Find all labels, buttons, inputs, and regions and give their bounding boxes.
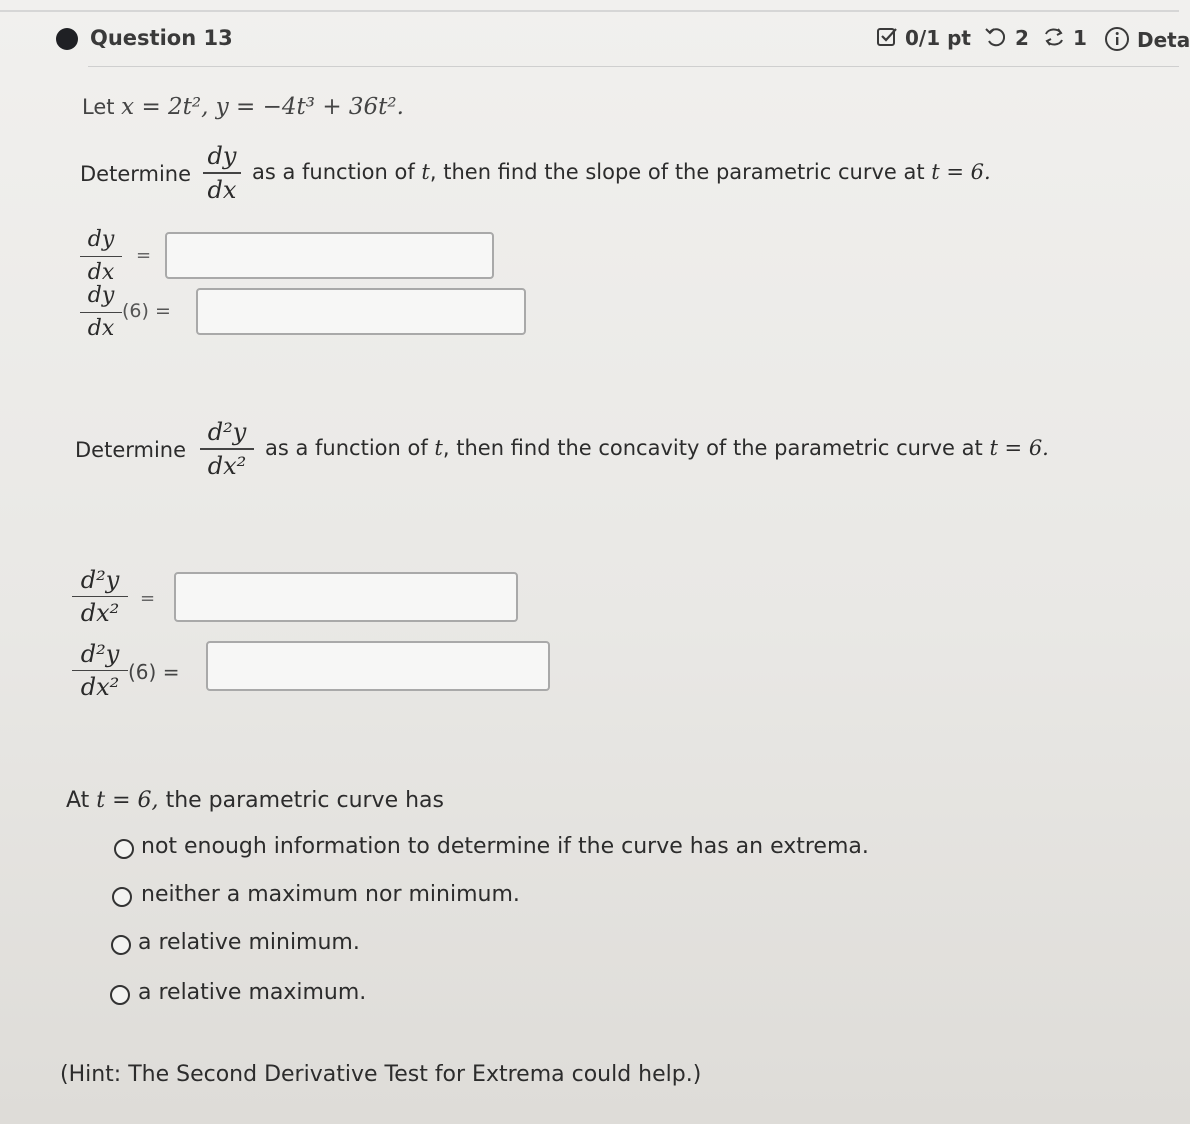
score-badge bbox=[876, 26, 971, 50]
dydx-input[interactable] bbox=[165, 232, 494, 279]
fraction-bar bbox=[80, 256, 122, 257]
part2-variable: t bbox=[434, 436, 443, 460]
part2-instruction bbox=[265, 436, 1049, 460]
part1-variable: t bbox=[421, 160, 430, 184]
fraction-denominator: dx bbox=[87, 316, 115, 341]
info-icon bbox=[1104, 26, 1130, 52]
question-title: Question 13 bbox=[90, 26, 233, 50]
part1-evaluation-point: t = 6. bbox=[931, 160, 991, 184]
radio-button[interactable] bbox=[111, 935, 131, 955]
details-label: Deta bbox=[1136, 28, 1190, 52]
submissions-icon bbox=[1042, 26, 1066, 48]
evaluate-at-6: (6) = bbox=[122, 300, 171, 322]
part2-evaluation-point: t = 6. bbox=[989, 436, 1049, 460]
dydx-label bbox=[80, 226, 122, 287]
dydx-fraction-prompt bbox=[203, 142, 241, 204]
fraction-denominator: dx² bbox=[207, 452, 247, 480]
submissions-count: 1 bbox=[1072, 26, 1087, 50]
fraction-numerator: d²y bbox=[80, 640, 120, 668]
choice-label: neither a maximum nor minimum. bbox=[141, 882, 520, 907]
given-prefix: Let bbox=[82, 95, 115, 119]
checkbox-icon bbox=[876, 26, 898, 48]
radio-button[interactable] bbox=[110, 985, 130, 1005]
fraction-bar bbox=[72, 596, 128, 597]
fraction-denominator: dx² bbox=[80, 599, 120, 627]
details-button[interactable] bbox=[1104, 26, 1190, 52]
retry-icon bbox=[984, 26, 1008, 48]
part1-text-b: , then find the slope of the parametric curve at bbox=[429, 160, 925, 184]
equals-sign: = bbox=[136, 245, 152, 266]
question-status-dot bbox=[56, 28, 78, 50]
determine-label-1: Determine bbox=[80, 162, 192, 186]
radio-button[interactable] bbox=[112, 887, 132, 907]
dydx-at-6-input[interactable] bbox=[196, 288, 526, 335]
given-equations: x = 2t², y = −4t³ + 36t². bbox=[121, 94, 404, 120]
choice-label: a relative minimum. bbox=[138, 930, 360, 955]
part1-text-a: as a function of bbox=[252, 160, 415, 184]
d2ydx2-input[interactable] bbox=[174, 572, 518, 622]
given-statement bbox=[82, 94, 404, 120]
fraction-denominator: dx² bbox=[80, 673, 120, 701]
choice-prompt-a: At bbox=[66, 788, 90, 813]
equals-sign: = bbox=[140, 588, 156, 609]
fraction-bar bbox=[72, 670, 128, 671]
part2-text-b: , then find the concavity of the parametric curve at bbox=[442, 436, 983, 460]
retries-count: 2 bbox=[1014, 26, 1029, 50]
choice-prompt-b: the parametric curve has bbox=[165, 788, 444, 813]
fraction-numerator: d²y bbox=[207, 418, 247, 446]
choice-prompt-math: t = 6, bbox=[96, 788, 159, 813]
fraction-numerator: dy bbox=[87, 227, 115, 252]
fraction-numerator: d²y bbox=[80, 566, 120, 594]
d2ydx2-fraction-prompt bbox=[200, 418, 254, 480]
choice-label: a relative maximum. bbox=[138, 980, 367, 1005]
header-divider bbox=[88, 66, 1179, 67]
fraction-denominator: dx bbox=[207, 176, 237, 204]
radio-button[interactable] bbox=[114, 839, 134, 859]
hint-text: (Hint: The Second Derivative Test for Extrema could help.) bbox=[60, 1062, 702, 1087]
fraction-numerator: dy bbox=[87, 283, 115, 308]
evaluate-at-6: (6) = bbox=[128, 660, 180, 684]
fraction-denominator: dx bbox=[87, 260, 115, 285]
fraction-numerator: dy bbox=[207, 142, 237, 170]
fraction-bar bbox=[80, 312, 122, 313]
choice-label: not enough information to determine if the curve has an extrema. bbox=[141, 834, 869, 859]
top-divider bbox=[0, 10, 1179, 12]
fraction-bar bbox=[203, 172, 241, 174]
submissions-indicator bbox=[1042, 26, 1087, 50]
dydx-at-6-label bbox=[80, 282, 122, 343]
score-text: 0/1 pt bbox=[904, 26, 971, 50]
choice-prompt bbox=[66, 788, 444, 813]
d2ydx2-at-6-input[interactable] bbox=[206, 641, 550, 691]
d2ydx2-at-6-label bbox=[72, 640, 128, 701]
determine-label-2: Determine bbox=[75, 438, 187, 462]
part1-instruction bbox=[252, 160, 991, 184]
part2-text-a: as a function of bbox=[265, 436, 428, 460]
fraction-bar bbox=[200, 448, 254, 450]
retries-indicator bbox=[984, 26, 1029, 50]
d2ydx2-label bbox=[72, 566, 128, 627]
